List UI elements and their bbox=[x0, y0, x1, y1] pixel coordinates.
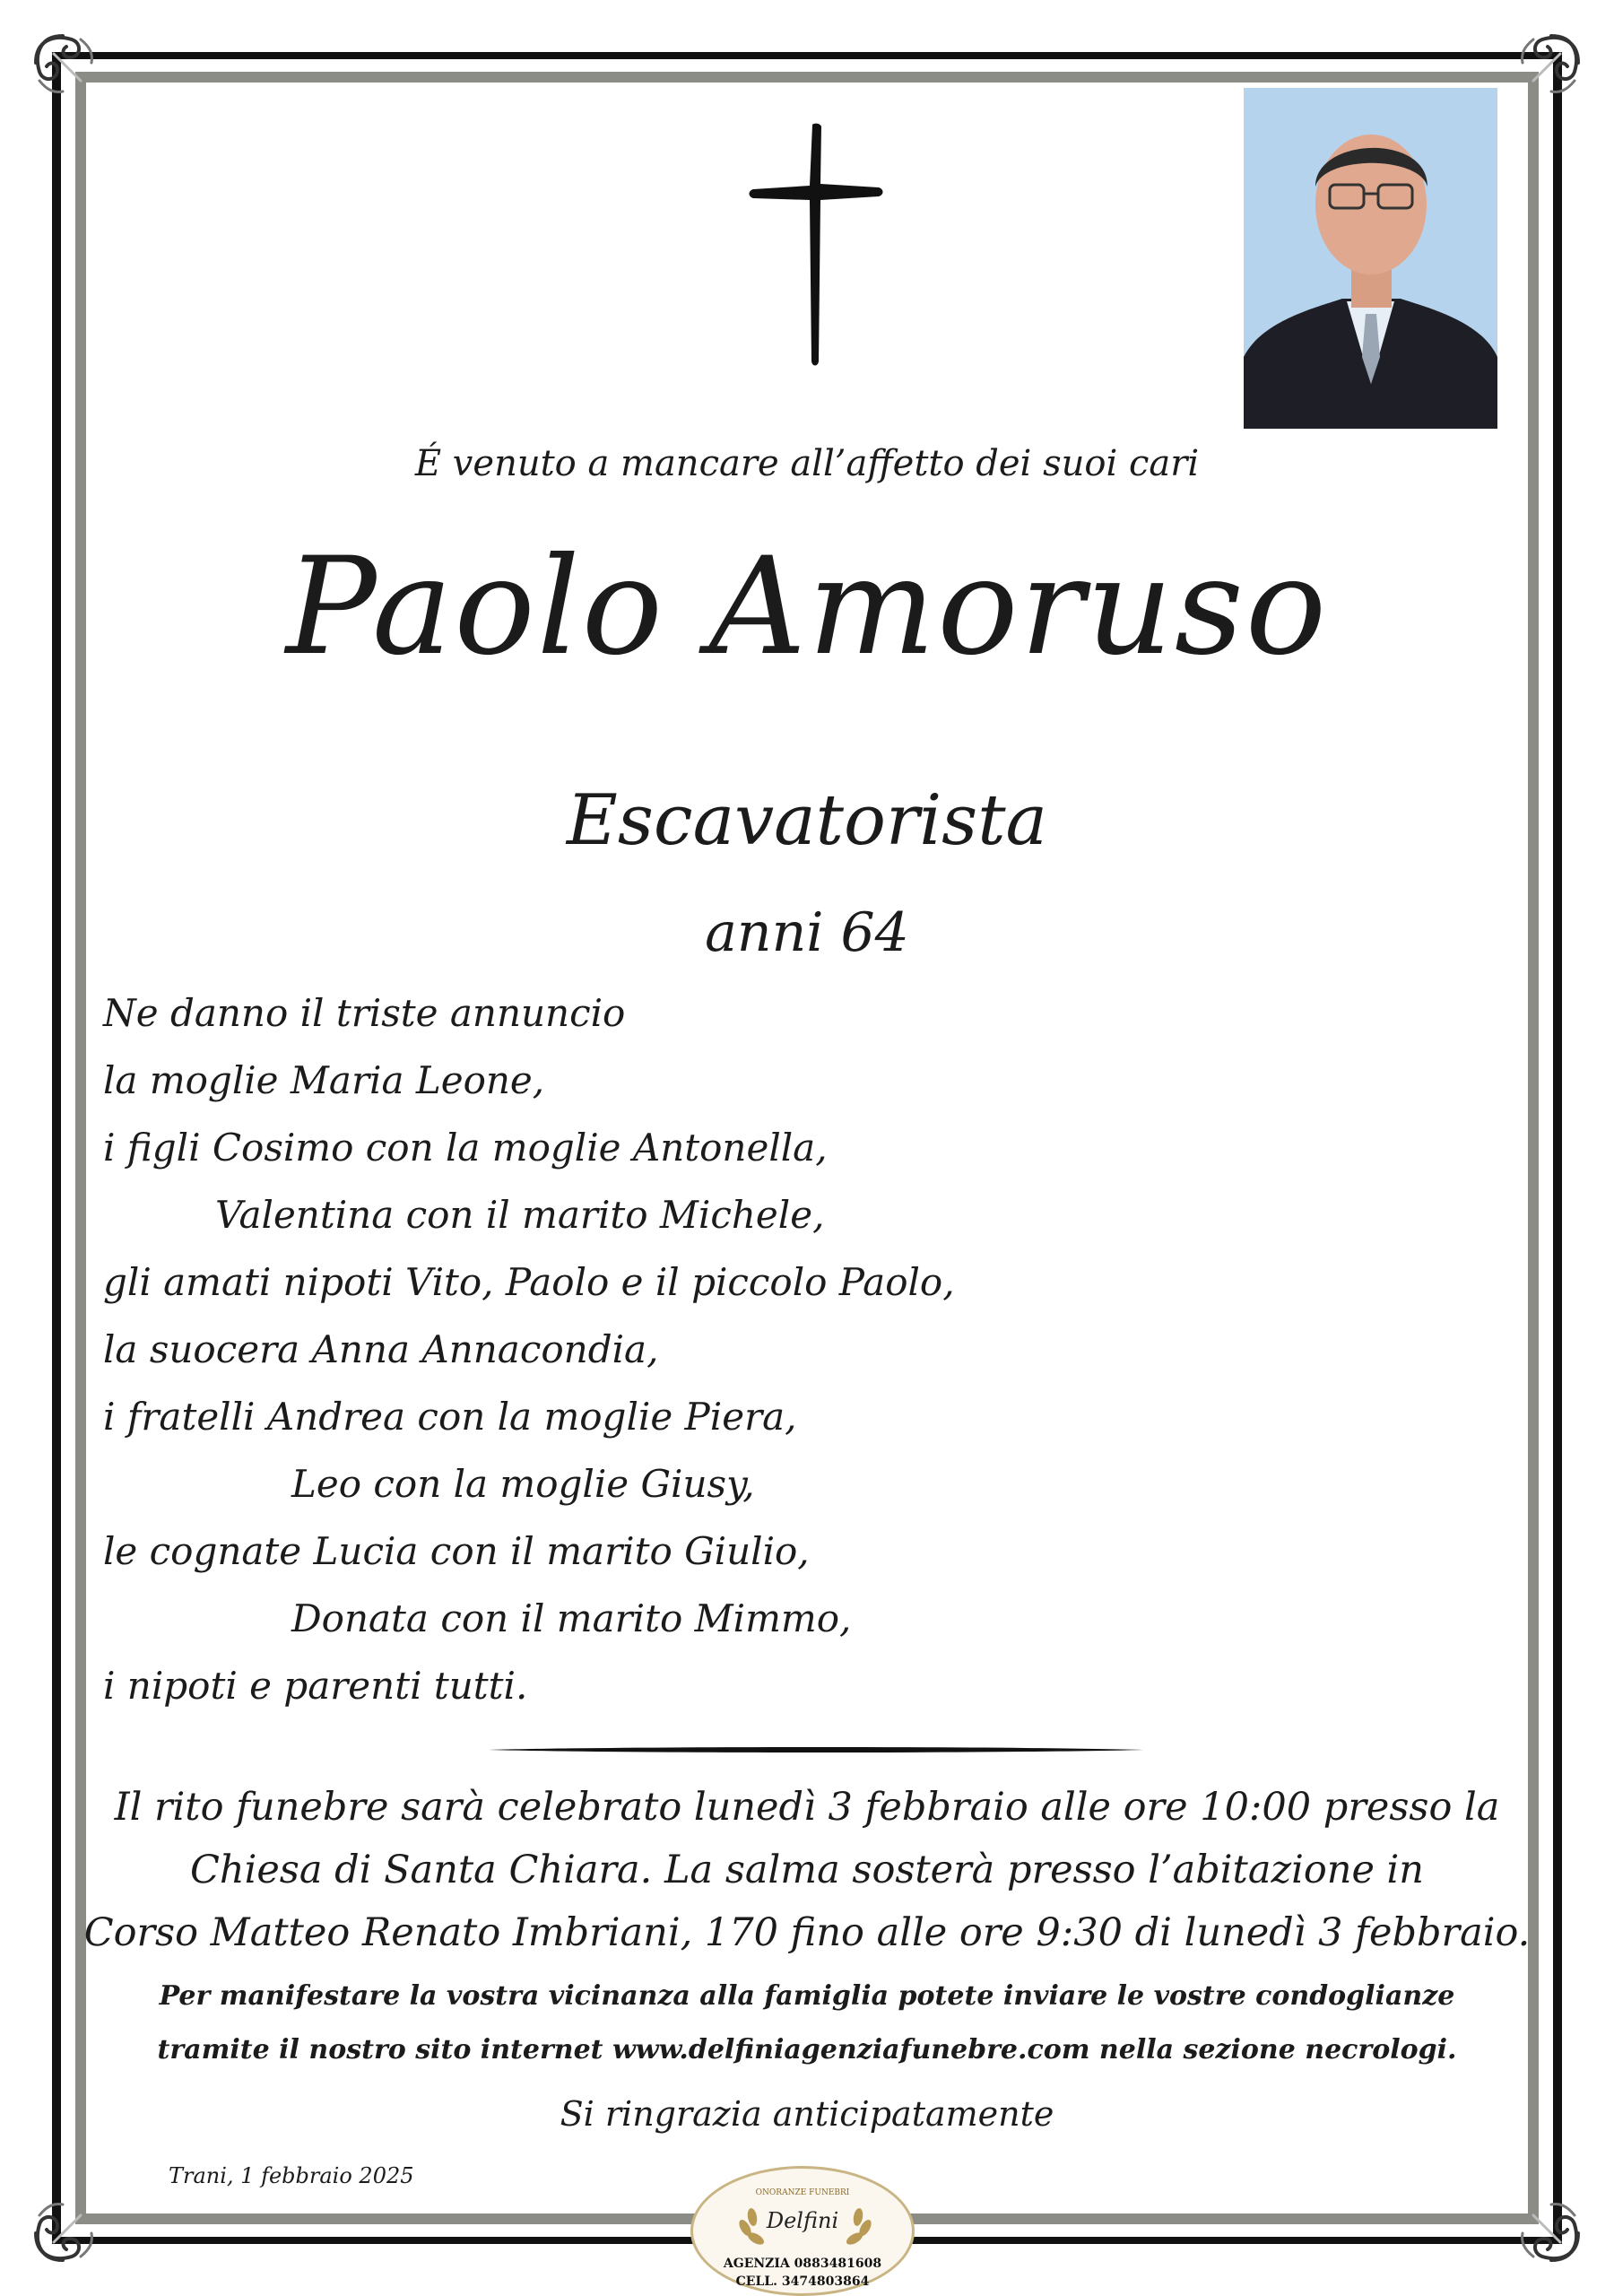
family-line: Donata con il marito Mimmo, bbox=[291, 1596, 852, 1640]
portrait-photo bbox=[1244, 88, 1497, 429]
condolence-line: tramite il nostro sito internet www.delfiniagenziafunebre.com nella sezione necrologi. bbox=[157, 2034, 1457, 2066]
intro-text: É venuto a mancare all’affetto dei suoi cari bbox=[414, 443, 1200, 484]
family-line: i figli Cosimo con la moglie Antonella, bbox=[103, 1126, 828, 1170]
family-line: i nipoti e parenti tutti. bbox=[103, 1664, 528, 1708]
condolence-line: Per manifestare la vostra vicinanza alla famiglia potete inviare le vostre condoglianze bbox=[159, 1980, 1455, 2012]
thanks-text: Si ringrazia anticipatamente bbox=[560, 2094, 1054, 2134]
family-line: la suocera Anna Annacondia, bbox=[103, 1327, 659, 1371]
corner-ornament-icon bbox=[27, 2170, 126, 2269]
deceased-name: Paolo Amoruso bbox=[285, 529, 1329, 685]
family-line: le cognate Lucia con il marito Giulio, bbox=[103, 1529, 810, 1573]
rite-line: Il rito funebre sarà celebrato lunedì 3 febbraio alle ore 10:00 presso la bbox=[114, 1785, 1500, 1830]
agency-logo bbox=[690, 2166, 915, 2296]
family-line: Ne danno il triste annuncio bbox=[103, 991, 626, 1035]
corner-ornament-icon bbox=[1488, 27, 1587, 126]
family-line: gli amati nipoti Vito, Paolo e il piccolo Paolo, bbox=[103, 1260, 955, 1304]
logo-tagline: ONORANZE FUNEBRI bbox=[755, 2188, 850, 2197]
rite-line: Chiesa di Santa Chiara. La salma sosterà presso l’abitazione in bbox=[189, 1848, 1425, 1892]
rite-line: Corso Matteo Renato Imbriani, 170 fino alle ore 9:30 di lunedì 3 febbraio. bbox=[83, 1910, 1531, 1955]
family-line: la moglie Maria Leone, bbox=[103, 1058, 545, 1102]
corner-ornament-icon bbox=[27, 27, 126, 126]
corner-ornament-icon bbox=[1488, 2170, 1587, 2269]
logo-brand: Delfini bbox=[766, 2208, 839, 2233]
cell-phone: CELL. 3474803864 bbox=[735, 2274, 870, 2289]
family-line: Valentina con il marito Michele, bbox=[215, 1193, 825, 1237]
profession: Escavatorista bbox=[566, 780, 1048, 861]
divider-line bbox=[489, 1740, 1143, 1747]
age: anni 64 bbox=[705, 901, 909, 964]
place-date: Trani, 1 febbraio 2025 bbox=[169, 2163, 414, 2188]
family-line: i fratelli Andrea con la moglie Piera, bbox=[103, 1395, 797, 1439]
family-line: Leo con la moglie Giusy, bbox=[291, 1462, 755, 1506]
agency-phone: AGENZIA 0883481608 bbox=[723, 2257, 882, 2271]
cross-icon bbox=[744, 121, 888, 368]
